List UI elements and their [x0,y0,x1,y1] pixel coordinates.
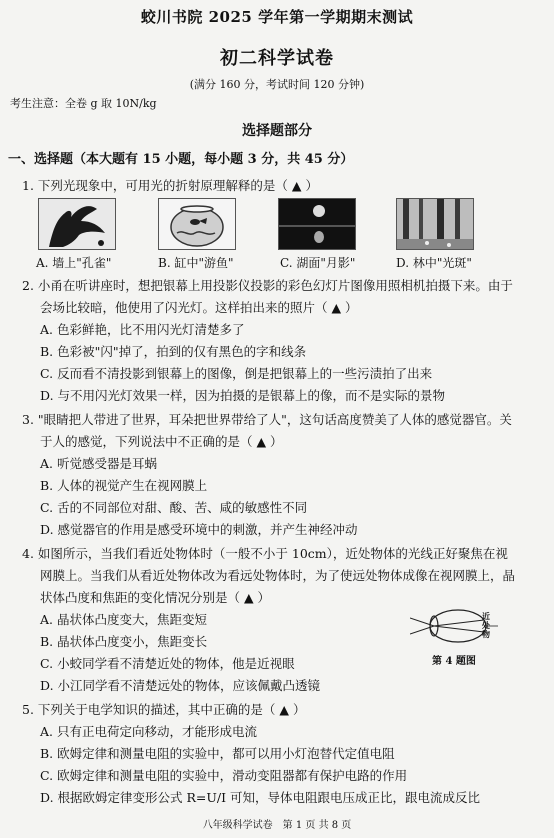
figure-4-caption: 第 4 题图 [432,656,476,667]
school-exam-title: 蛟川书院 2025 学年第一学期期末测试 [140,8,414,26]
q1-option-d: D. 林中"光斑" [396,256,472,270]
q2-option-c: C. 反而看不清投影到银幕上的图像，倒是把银幕上的一些污渍拍了出来 [40,366,433,381]
q3-option-d: D. 感觉器官的作用是感受环境中的刺激，并产生神经冲动 [40,522,358,537]
question-4-cont-1: 网膜上。当我们从看近处物体改为看远处物体时，为了使远处物体成像在视网膜上，晶 [40,568,516,583]
question-1: 1. 下列光现象中，可用光的折射原理解释的是（ ▲ ） [22,178,318,193]
question-2-cont: 会场比较暗，他使用了闪光灯。这样拍出来的照片（ ▲ ） [40,300,358,315]
q5-option-c: C. 欧姆定律和测量电阻的实验中，滑动变阻器都有保护电路的作用 [40,768,408,783]
q3-option-c: C. 舌的不同部位对甜、酸、苦、咸的敏感性不同 [40,500,308,515]
q5-option-d: D. 根据欧姆定律变形公式 R=U/I 可知，导体电阻跟电压成正比，跟电流成反比 [40,790,481,805]
q5-option-a: A. 只有正电荷定向移动，才能形成电流 [40,724,257,739]
q2-option-a: A. 色彩鲜艳，比不用闪光灯清楚多了 [40,322,245,337]
paper-title: 初二科学试卷 [220,48,334,69]
section-title: 选择题部分 [242,123,312,139]
q4-option-c: C. 小蛟同学看不清楚近处的物体，他是近视眼 [40,656,295,671]
q1-option-a: A. 墙上"孔雀" [36,256,112,270]
q1-option-b: B. 缸中"游鱼" [158,256,234,270]
eye-diagram-object-label: 近处物 [482,611,490,639]
q3-option-b: B. 人体的视觉产生在视网膜上 [40,478,208,493]
q2-option-b: B. 色彩被"闪"掉了，拍到的仅有黑色的字和线条 [40,344,307,359]
image-forest-light-spots [396,198,474,250]
image-fish-bowl [158,198,236,250]
q5-option-b: B. 欧姆定律和测量电阻的实验中，都可以用小灯泡替代定值电阻 [40,746,395,761]
page-footer: 八年级科学试卷 第 1 页 共 8 页 [202,820,352,831]
q3-option-a: A. 听觉感受器是耳蜗 [40,456,157,471]
exam-info: (满分 160 分，考试时间 120 分钟) [189,78,365,91]
image-lake-moon [278,198,356,250]
question-2: 2. 小甬在听讲座时，想把银幕上用投影仪投影的彩色幻灯片图像用照相机拍摄下来。由于 [22,278,513,293]
question-3: 3. "眼睛把人带进了世界，耳朵把世界带给了人"，这句话高度赞美了人体的感觉器官。关 [22,412,512,427]
part-title: 一、选择题（本大题有 15 小题，每小题 3 分，共 45 分） [8,152,354,167]
question-4: 4. 如图所示，当我们看近处物体时（一般不小于 10cm），近处物体的光线正好聚焦在视 [22,546,508,561]
q4-option-b: B. 晶状体凸度变小，焦距变长 [40,634,208,649]
question-3-cont: 于人的感觉，下列说法中不正确的是（ ▲ ） [40,434,283,449]
candidate-notice: 考生注意：全卷 g 取 10N/kg [10,97,157,110]
question-5: 5. 下列关于电学知识的描述，其中正确的是（ ▲ ） [22,702,306,717]
question-4-cont-2: 状体凸度和焦距的变化情况分别是（ ▲ ） [40,590,271,605]
q2-option-d: D. 与不用闪光灯效果一样，因为拍摄的是银幕上的像，而不是实际的景物 [40,388,446,403]
q4-option-a: A. 晶状体凸度变大，焦距变短 [40,612,207,627]
q1-option-c: C. 湖面"月影" [280,256,356,270]
q4-option-d: D. 小江同学看不清楚远处的物体，应该佩戴凸透镜 [40,678,321,693]
image-wall-peacock [38,198,116,250]
